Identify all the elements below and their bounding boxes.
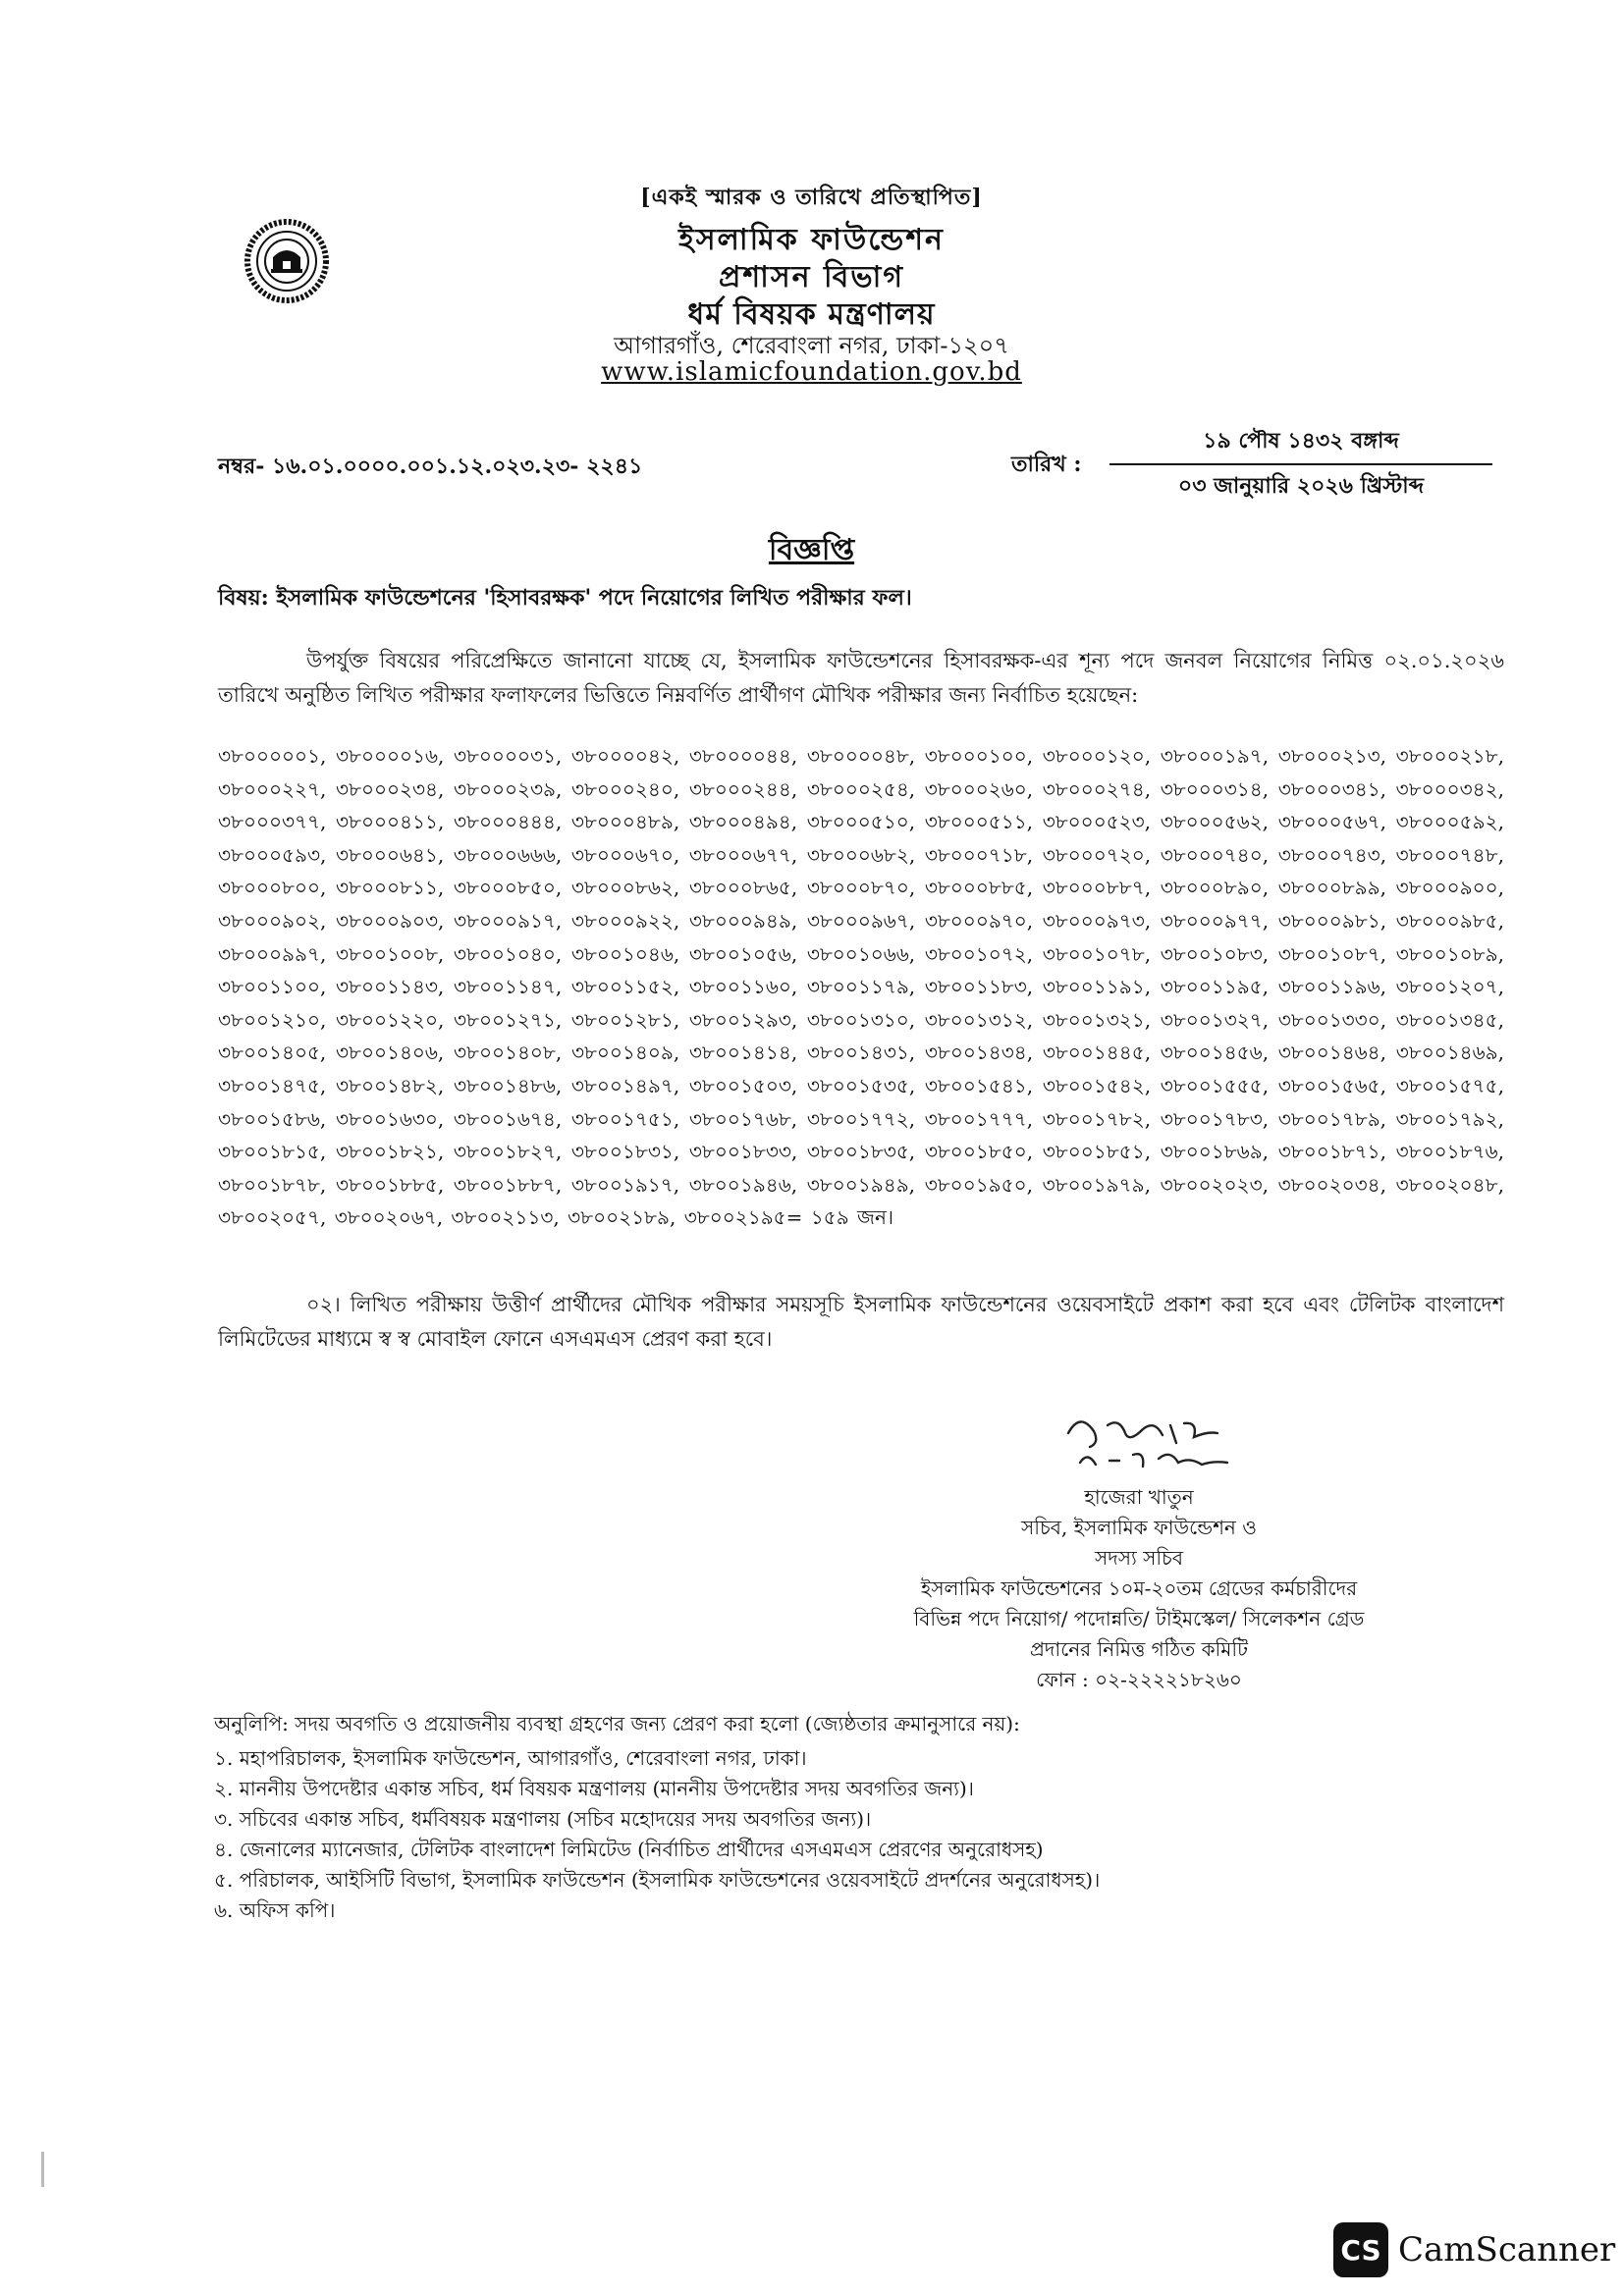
organization-name: ইসলামিক ফাউন্ডেশন: [678, 223, 945, 257]
copy-to-item: ১. মহাপরিচালক, ইসলামিক ফাউন্ডেশন, আগারগাঁও, শেরেবাংলা নগর, ঢাকা।: [214, 1746, 807, 1770]
copy-to-item: ২. মাননীয় উপদেষ্টার একান্ত সচিব, ধর্ম বিষয়ক মন্ত্রণালয় (মাননীয় উপদেষ্টার সদয় অবগতির জন্য)।: [214, 1777, 974, 1800]
notice-title: বিজ্ঞপ্তি: [768, 533, 855, 567]
copy-to-heading: অনুলিপি: সদয় অবগতি ও প্রয়োজনীয় ব্যবস্থা গ্রহণের জন্য প্রেরণ করা হলো (জ্যেষ্ঠতার ক্রমানুসারে নয়):: [214, 1712, 1020, 1735]
date-label: তারিখ :: [1011, 452, 1082, 477]
date-bangla: ১৯ পৌষ ১৪৩২ বঙ্গাব্দ: [1203, 428, 1399, 454]
copy-to-item: ৫. পরিচালক, আইসিটি বিভাগ, ইসলামিক ফাউন্ডেশন (ইসলামিক ফাউন্ডেশনের ওয়েবসাইটে প্রদর্শনের অনুরোধসহ)।: [214, 1868, 1101, 1892]
camscanner-label: CamScanner: [1398, 2230, 1616, 2269]
reissue-note: [একই স্মারক ও তারিখে প্রতিস্থাপিত]: [640, 185, 983, 210]
signatory-member-secretary: সদস্য সচিব: [1095, 1546, 1183, 1570]
selected-roll-numbers: ৩৮০০০০০১, ৩৮০০০০১৬, ৩৮০০০০৩১, ৩৮০০০০৪২, ৩৮০০০০৪৪, ৩৮০০০০৪৮, ৩৮০০০১০০, ৩৮০০০১২০, ৩৮০০০১৯৭, ৩৮০০০২১৩, ৩৮০০০২১৮, ৩৮০০০২২৭, ৩৮০০০২৩৪, ৩৮০০০২৩৯, ৩৮০০০২৪০, ৩৮০০০২৪৪, ৩৮০০০২৫৪, ৩৮০০০২৬০, ৩৮০০০২৭৪, ৩৮০০০৩১৪, ৩৮০০০৩৪১, ৩৮০০০৩৪২, ৩৮০০০৩৭৭, ৩৮০০০৪১১, ৩৮০০০৪৪৪, ৩৮০০০৪৮৯, ৩৮০০০৪৯৪, ৩৮০০০৫১০, ৩৮০০০৫১১, ৩৮০০০৫২৩, ৩৮০০০৫৬২, ৩৮০০০৫৬৭, ৩৮০০০৫৯২, ৩৮০০০৫৯৩, ৩৮০০০৬৪১, ৩৮০০০৬৬৬, ৩৮০০০৬৭০, ৩৮০০০৬৭৭, ৩৮০০০৬৮২, ৩৮০০০৭১৮, ৩৮০০০৭২০, ৩৮০০০৭৪০, ৩৮০০০৭৪৩, ৩৮০০০৭৪৮, ৩৮০০০৮০০, ৩৮০০০৮১১, ৩৮০০০৮৫০, ৩৮০০০৮৬২, ৩৮০০০৮৬৫, ৩৮০০০৮৭০, ৩৮০০০৮৮৫, ৩৮০০০৮৮৭, ৩৮০০০৮৯০, ৩৮০০০৮৯৯, ৩৮০০০৯০০, ৩৮০০০৯০২, ৩৮০০০৯০৩, ৩৮০০০৯১৭, ৩৮০০০৯২২, ৩৮০০০৯৪৯, ৩৮০০০৯৬৭, ৩৮০০০৯৭০, ৩৮০০০৯৭৩, ৩৮০০০৯৭৭, ৩৮০০০৯৮১, ৩৮০০০৯৮৫, ৩৮০০০৯৯৭, ৩৮০০১০০৮, ৩৮০০১০৪০, ৩৮০০১০৪৬, ৩৮০০১০৫৬, ৩৮০০১০৬৬, ৩৮০০১০৭২, ৩৮০০১০৭৮, ৩৮০০১০৮৩, ৩৮০০১০৮৭, ৩৮০০১০৮৯, ৩৮০০১১০০, ৩৮০০১১৪৩, ৩৮০০১১৪৭, ৩৮০০১১৫২, ৩৮০০১১৬০, ৩৮০০১১৭৯, ৩৮০০১১৮৩, ৩৮০০১১৯১, ৩৮০০১১৯৫, ৩৮০০১১৯৬, ৩৮০০১২০৭, ৩৮০০১২১০, ৩৮০০১২২০, ৩৮০০১২৭১, ৩৮০০১২৮১, ৩৮০০১২৯৩, ৩৮০০১৩১০, ৩৮০০১৩১২, ৩৮০০১৩২১, ৩৮০০১৩২৭, ৩৮০০১৩৩০, ৩৮০০১৩৪৫, ৩৮০০১৪০৫, ৩৮০০১৪০৬, ৩৮০০১৪০৮, ৩৮০০১৪০৯, ৩৮০০১৪১৪, ৩৮০০১৪৩১, ৩৮০০১৪৩৪, ৩৮০০১৪৪৫, ৩৮০০১৪৫৬, ৩৮০০১৪৬৪, ৩৮০০১৪৬৯, ৩৮০০১৪৭৫, ৩৮০০১৪৮২, ৩৮০০১৪৮৬, ৩৮০০১৪৯৭, ৩৮০০১৫০৩, ৩৮০০১৫৩৫, ৩৮০০১৫৪১, ৩৮০০১৫৪২, ৩৮০০১৫৫৫, ৩৮০০১৫৬৫, ৩৮০০১৫৭৫, ৩৮০০১৫৮৬, ৩৮০০১৬৩০, ৩৮০০১৬৭৪, ৩৮০০১৭৫১, ৩৮০০১৭৬৮, ৩৮০০১৭৭২, ৩৮০০১৭৭৭, ৩৮০০১৭৮২, ৩৮০০১৭৮৩, ৩৮০০১৭৮৯, ৩৮০০১৭৯২, ৩৮০০১৮১৫, ৩৮০০১৮২১, ৩৮০০১৮২৭, ৩৮০০১৮৩১, ৩৮০০১৮৩৩, ৩৮০০১৮৩৫, ৩৮০০১৮৫০, ৩৮০০১৮৫১, ৩৮০০১৮৬৯, ৩৮০০১৮৭১, ৩৮০০১৮৭৬, ৩৮০০১৮৭৮, ৩৮০০১৮৮৫, ৩৮০০১৮৮৭, ৩৮০০১৯১৭, ৩৮০০১৯৪৬, ৩৮০০১৯৪৯, ৩৮০০১৯৫০, ৩৮০০১৯৭৯, ৩৮০০২০২৩, ৩৮০০২০৩৪, ৩৮০০২০৪৮, ৩৮০০২০৫৭, ৩৮০০২০৬৭, ৩৮০০২১১৩, ৩৮০০২১৮৯, ৩৮০০২১৯৫= ১৫৯ জন।: [218, 744, 1504, 1230]
office-address: আগারগাঁও, শেরেবাংলা নগর, ঢাকা-১২০৭: [614, 332, 1009, 359]
camscanner-icon: CS: [1333, 2222, 1388, 2277]
copy-to-item: ৬. অফিস কপি।: [214, 1898, 336, 1922]
committee-line-3: প্রদানের নিমিত্ত গঠিত কমিটি: [1029, 1637, 1249, 1661]
date-english: ০৩ জানুয়ারি ২০২৬ খ্রিস্টাব্দ: [1177, 473, 1425, 499]
copy-to-list: [214, 1743, 1510, 1926]
signatory-designation: সচিব, ইসলামিক ফাউন্ডেশন ও: [1021, 1516, 1257, 1539]
intro-paragraph: উপর্যুক্ত বিষয়ের পরিপ্রেক্ষিতে জানানো যাচ্ছে যে, ইসলামিক ফাউন্ডেশনের হিসাবরক্ষক-এর শূন্য পদে জনবল নিয়োগের নিমিত্ত ০২.০১.২০২৬ তারিখে অনুষ্ঠিত লিখিত পরীক্ষার ফলাফলের ভিত্তিতে নিম্নবর্ণিত প্রার্থীগণ মৌখিক পরীক্ষার জন্য নির্বাচিত হয়েছেন:: [218, 649, 1504, 707]
signatory-name: হাজেরা খাতুন: [1084, 1485, 1194, 1509]
notice-subject: বিষয়: ইসলামিক ফাউন্ডেশনের 'হিসাবরক্ষক' পদে নিয়োগের লিখিত পরীক্ষার ফল।: [218, 585, 912, 611]
committee-line-2: বিভিন্ন পদে নিয়োগ/ পদোন্নতি/ টাইমস্কেল/ সিলেকশন গ্রেড: [913, 1607, 1365, 1630]
camscanner-watermark: [1333, 2222, 1615, 2277]
department-name: প্রশাসন বিভাগ: [718, 260, 904, 294]
handwritten-signature: [1060, 1404, 1237, 1482]
signature-block: [766, 1404, 1512, 1695]
signatory-phone: ফোন : ০২-২২২২১৮২৬০: [1036, 1668, 1242, 1691]
scan-edge-mark: [41, 2152, 44, 2187]
memo-number: নম্বর- ১৬.০১.০০০০.০০১.১২.০২৩.২৩- ২২৪১: [218, 454, 643, 479]
ministry-name: ধর্ম বিষয়ক মন্ত্রণালয়: [687, 297, 936, 332]
website-link[interactable]: www.islamicfoundation.gov.bd: [601, 357, 1022, 387]
copy-to-item: ৩. সচিবের একান্ত সচিব, ধর্মবিষয়ক মন্ত্রণালয় (সচিব মহোদয়ের সদয় অবগতির জন্য)।: [214, 1807, 872, 1831]
copy-to-item: ৪. জেনালের ম্যানেজার, টেলিটক বাংলাদেশ লিমিটেড (নির্বাচিত প্রার্থীদের এসএমএস প্রেরণের অনুরোধসহ): [214, 1838, 1044, 1861]
committee-line-1: ইসলামিক ফাউন্ডেশনের ১০ম-২০তম গ্রেডের কর্মচারীদের: [920, 1576, 1358, 1600]
date-divider: [1109, 463, 1492, 465]
viva-schedule-paragraph: ০২। লিখিত পরীক্ষায় উত্তীর্ণ প্রার্থীদের মৌখিক পরীক্ষার সময়সূচি ইসলামিক ফাউন্ডেশনের ওয়েবসাইটে প্রকাশ করা হবে এবং টেলিটক বাংলাদেশ লিমিটেডের মাধ্যমে স্ব স্ব মোবাইল ফোনে এসএমএস প্রেরণ করা হবে।: [218, 1293, 1504, 1351]
